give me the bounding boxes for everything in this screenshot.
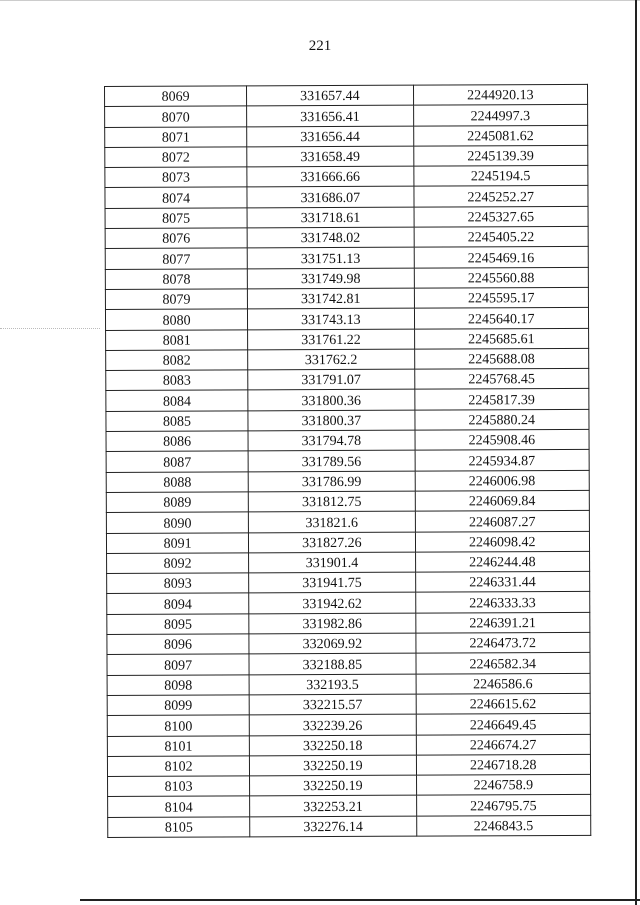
x-coordinate-cell: 331761.22	[248, 329, 414, 350]
y-coordinate-cell: 2245327.65	[414, 206, 589, 227]
x-coordinate-cell: 331791.07	[248, 369, 414, 390]
y-coordinate-cell: 2245194.5	[413, 166, 588, 187]
point-number-cell: 8103	[108, 776, 250, 797]
x-coordinate-cell: 331941.75	[249, 572, 415, 593]
point-number-cell: 8104	[108, 796, 250, 817]
y-coordinate-cell: 2244920.13	[413, 84, 588, 105]
y-coordinate-cell: 2245640.17	[414, 308, 589, 329]
coordinates-table	[104, 84, 591, 838]
x-coordinate-cell: 332239.26	[249, 714, 415, 735]
scan-edge-bottom	[80, 899, 640, 901]
table-row	[106, 409, 589, 431]
y-coordinate-cell: 2245688.08	[414, 348, 589, 369]
point-number-cell: 8086	[106, 431, 248, 452]
table-row	[107, 632, 590, 654]
y-coordinate-cell: 2245768.45	[414, 369, 589, 390]
y-coordinate-cell: 2246087.27	[415, 511, 590, 532]
table-row	[107, 551, 590, 573]
coordinates-table-body	[105, 84, 591, 837]
table-row	[105, 186, 588, 208]
y-coordinate-cell: 2246473.72	[415, 632, 590, 653]
table-row	[107, 714, 590, 736]
x-coordinate-cell: 331794.78	[248, 430, 414, 451]
point-number-cell: 8100	[107, 715, 249, 736]
point-number-cell: 8071	[105, 126, 247, 147]
x-coordinate-cell: 332188.85	[249, 653, 415, 674]
point-number-cell: 8087	[106, 451, 248, 472]
x-coordinate-cell: 332250.19	[250, 755, 416, 776]
table-row	[108, 815, 591, 837]
x-coordinate-cell: 331786.99	[248, 471, 414, 492]
scan-artifact	[0, 328, 100, 330]
table-row	[105, 166, 588, 188]
y-coordinate-cell: 2245817.39	[414, 389, 589, 410]
point-number-cell: 8079	[105, 289, 247, 310]
x-coordinate-cell: 331656.44	[247, 126, 413, 147]
x-coordinate-cell: 331686.07	[247, 187, 413, 208]
table-row	[106, 511, 589, 533]
table-row	[107, 673, 590, 695]
y-coordinate-cell: 2245685.61	[414, 328, 589, 349]
x-coordinate-cell: 331666.66	[247, 166, 413, 187]
y-coordinate-cell: 2246391.21	[415, 612, 590, 633]
table-row	[107, 693, 590, 715]
y-coordinate-cell: 2246649.45	[416, 714, 591, 735]
scan-edge-top	[0, 0, 640, 1]
point-number-cell: 8081	[106, 329, 248, 350]
x-coordinate-cell: 331800.37	[248, 410, 414, 431]
point-number-cell: 8089	[106, 492, 248, 513]
y-coordinate-cell: 2246795.75	[416, 795, 591, 816]
y-coordinate-cell: 2245469.16	[414, 247, 589, 268]
table-row	[105, 267, 588, 289]
x-coordinate-cell: 332250.19	[250, 775, 416, 796]
table-row	[107, 592, 590, 614]
table-row	[106, 328, 589, 350]
x-coordinate-cell: 331827.26	[249, 532, 415, 553]
point-number-cell: 8102	[107, 756, 249, 777]
y-coordinate-cell: 2246718.28	[416, 754, 591, 775]
x-coordinate-cell: 331762.2	[248, 349, 414, 370]
table-row	[108, 774, 591, 796]
x-coordinate-cell: 331749.98	[247, 268, 413, 289]
table-row	[106, 389, 589, 411]
point-number-cell: 8076	[105, 228, 247, 249]
x-coordinate-cell: 332250.18	[250, 735, 416, 756]
point-number-cell: 8083	[106, 370, 248, 391]
y-coordinate-cell: 2244997.3	[413, 105, 588, 126]
x-coordinate-cell: 332193.5	[249, 674, 415, 695]
point-number-cell: 8093	[107, 573, 249, 594]
table-row	[107, 612, 590, 634]
x-coordinate-cell: 331751.13	[247, 248, 413, 269]
y-coordinate-cell: 2246333.33	[415, 592, 590, 613]
y-coordinate-cell: 2246586.6	[416, 673, 591, 694]
y-coordinate-cell: 2246758.9	[416, 774, 591, 795]
point-number-cell: 8070	[105, 106, 247, 127]
point-number-cell: 8091	[106, 532, 248, 553]
y-coordinate-cell: 2245595.17	[414, 287, 589, 308]
point-number-cell: 8072	[105, 147, 247, 168]
x-coordinate-cell: 331800.36	[248, 390, 414, 411]
table-row	[105, 105, 588, 127]
point-number-cell: 8077	[105, 248, 247, 269]
point-number-cell: 8085	[106, 411, 248, 432]
point-number-cell: 8105	[108, 817, 250, 838]
point-number-cell: 8094	[107, 593, 249, 614]
x-coordinate-cell: 331821.6	[249, 511, 415, 532]
point-number-cell: 8090	[106, 512, 248, 533]
point-number-cell: 8096	[107, 634, 249, 655]
y-coordinate-cell: 2246069.84	[415, 490, 590, 511]
y-coordinate-cell: 2245880.24	[414, 409, 589, 430]
y-coordinate-cell: 2246331.44	[415, 572, 590, 593]
table-row	[105, 247, 588, 269]
table-row	[106, 429, 589, 451]
y-coordinate-cell: 2246674.27	[416, 734, 591, 755]
table-row	[105, 226, 588, 248]
point-number-cell: 8074	[105, 187, 247, 208]
table-row	[106, 348, 589, 370]
y-coordinate-cell: 2245252.27	[413, 186, 588, 207]
point-number-cell: 8073	[105, 167, 247, 188]
y-coordinate-cell: 2245405.22	[414, 226, 589, 247]
y-coordinate-cell: 2245934.87	[415, 450, 590, 471]
x-coordinate-cell: 331742.81	[248, 288, 414, 309]
x-coordinate-cell: 331718.61	[247, 207, 413, 228]
page-number: 221	[308, 38, 332, 54]
point-number-cell: 8078	[105, 269, 247, 290]
table-row	[107, 754, 590, 776]
scan-edge-right	[635, 0, 637, 905]
point-number-cell: 8095	[107, 614, 249, 635]
x-coordinate-cell: 331657.44	[247, 85, 413, 106]
table-row	[106, 450, 589, 472]
table-row	[106, 490, 589, 512]
x-coordinate-cell: 331658.49	[247, 146, 413, 167]
table-row	[105, 84, 588, 106]
x-coordinate-cell: 332253.21	[250, 796, 416, 817]
table-row	[106, 531, 589, 553]
x-coordinate-cell: 332276.14	[250, 816, 416, 837]
point-number-cell: 8069	[105, 86, 247, 107]
point-number-cell: 8088	[106, 472, 248, 493]
point-number-cell: 8098	[107, 674, 249, 695]
point-number-cell: 8092	[107, 553, 249, 574]
y-coordinate-cell: 2245908.46	[415, 429, 590, 450]
x-coordinate-cell: 331743.13	[248, 308, 414, 329]
y-coordinate-cell: 2245560.88	[414, 267, 589, 288]
x-coordinate-cell: 331942.62	[249, 593, 415, 614]
table-row	[107, 653, 590, 675]
point-number-cell: 8080	[105, 309, 247, 330]
table-row	[105, 308, 588, 330]
table-row	[105, 145, 588, 167]
x-coordinate-cell: 332215.57	[249, 694, 415, 715]
x-coordinate-cell: 331901.4	[249, 552, 415, 573]
point-number-cell: 8097	[107, 654, 249, 675]
point-number-cell: 8101	[107, 735, 249, 756]
y-coordinate-cell: 2246843.5	[416, 815, 591, 836]
y-coordinate-cell: 2246098.42	[415, 531, 590, 552]
table-row	[105, 206, 588, 228]
x-coordinate-cell: 331812.75	[248, 491, 414, 512]
point-number-cell: 8075	[105, 208, 247, 229]
y-coordinate-cell: 2246006.98	[415, 470, 590, 491]
table-row	[106, 369, 589, 391]
point-number-cell: 8082	[106, 350, 248, 371]
x-coordinate-cell: 331982.86	[249, 613, 415, 634]
point-number-cell: 8084	[106, 390, 248, 411]
y-coordinate-cell: 2246615.62	[416, 693, 591, 714]
table-row	[107, 734, 590, 756]
table-row	[108, 795, 591, 817]
x-coordinate-cell: 331789.56	[248, 450, 414, 471]
y-coordinate-cell: 2246582.34	[416, 653, 591, 674]
table-row	[105, 287, 588, 309]
x-coordinate-cell: 332069.92	[249, 633, 415, 654]
table-row	[107, 572, 590, 594]
y-coordinate-cell: 2245081.62	[413, 125, 588, 146]
x-coordinate-cell: 331748.02	[247, 227, 413, 248]
point-number-cell: 8099	[107, 695, 249, 716]
y-coordinate-cell: 2245139.39	[413, 145, 588, 166]
table-row	[105, 125, 588, 147]
y-coordinate-cell: 2246244.48	[415, 551, 590, 572]
table-row	[106, 470, 589, 492]
x-coordinate-cell: 331656.41	[247, 105, 413, 126]
